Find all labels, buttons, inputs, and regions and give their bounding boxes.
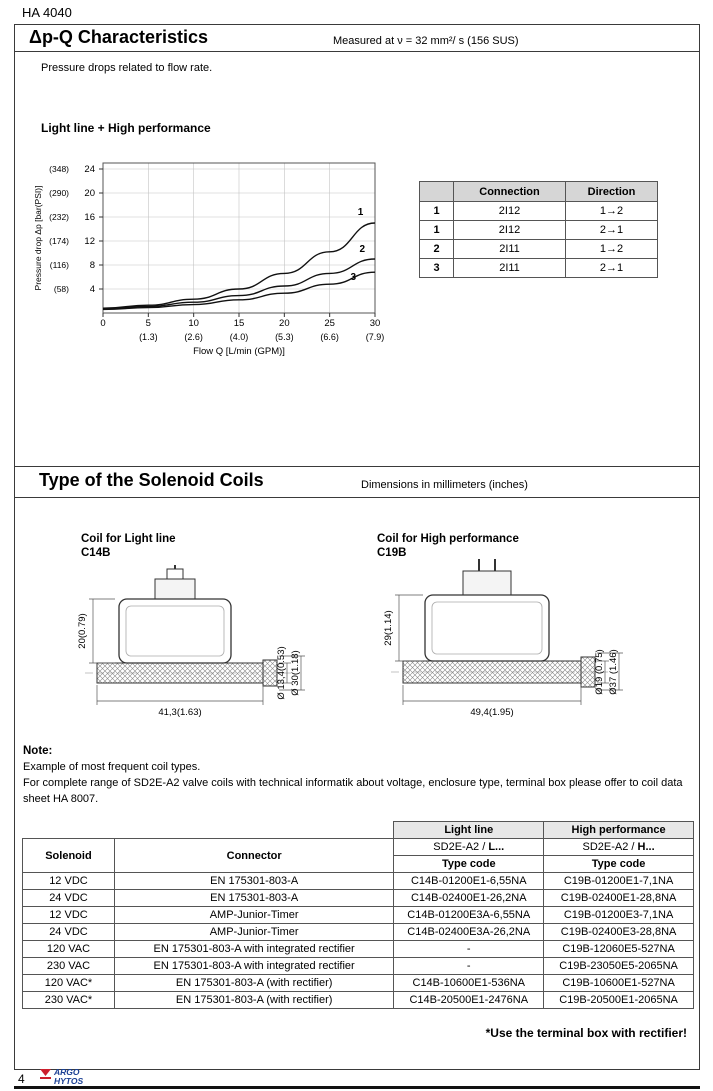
connector-block [155, 579, 195, 599]
series-label: 2 [359, 243, 366, 255]
note-line2: For complete range of SD2E-A2 valve coils with technical informatik about voltage, enclosure type, terminal box please offer to coil data sheet HA 8007. [23, 777, 683, 805]
coil-body [119, 599, 231, 663]
table-cell: 12 VDC [23, 907, 115, 924]
page-bottom-rule [14, 1086, 700, 1089]
logo-red-bar [40, 1077, 51, 1079]
light-line-series-code [394, 839, 544, 856]
table-cell: AMP-Junior-Timer [114, 907, 393, 924]
x-tick-label: 10 [188, 318, 199, 329]
table-row [23, 992, 694, 1009]
note-block [23, 743, 697, 807]
table-cell: EN 175301-803-A with integrated rectifier [114, 941, 393, 958]
table-cell: 24 VDC [23, 924, 115, 941]
y-tick-label: 24 [84, 164, 95, 175]
x-tick-label: 30 [369, 318, 381, 329]
coil-left-title [81, 532, 176, 560]
section1-header [15, 25, 699, 52]
table-cell: C14B-10600E1-536NA [394, 975, 544, 992]
connection-direction-table [419, 181, 658, 278]
y-tick-label-psi: (58) [53, 284, 69, 294]
table-cell: C19B-02400E3-28,8NA [544, 924, 694, 941]
table-cell: AMP-Junior-Timer [114, 924, 393, 941]
dimension-label: 49,4(1.95) [470, 707, 514, 718]
table-cell: 2→1 [566, 221, 658, 240]
table-cell: 2I11 [454, 259, 566, 278]
y-tick-label-psi: (290) [49, 188, 69, 198]
doc-number: HA 4040 [22, 5, 72, 20]
table-cell: C19B-23050E5-2065NA [544, 958, 694, 975]
table-cell: C14B-02400E3A-26,2NA [394, 924, 544, 941]
x-axis-title: Flow Q [L/min (GPM)] [193, 346, 285, 357]
table-cell: - [394, 958, 544, 975]
dimension-label: 20(0.79) [77, 613, 88, 649]
coil-right-title-line2: C19B [377, 547, 407, 559]
table-row [23, 924, 694, 941]
table-row [23, 907, 694, 924]
table-cell: 24 VDC [23, 890, 115, 907]
section2-title: Type of the Solenoid Coils [39, 470, 264, 490]
table-cell: 230 VAC [23, 958, 115, 975]
code-header-row [23, 839, 694, 856]
x-tick-label: 15 [233, 318, 245, 329]
coil-left-title-line2: C14B [81, 547, 111, 559]
connection-header: Connection [454, 182, 566, 202]
table-cell: 1→2 [566, 202, 658, 221]
connector-block [463, 571, 511, 595]
table-cell: 3 [420, 259, 454, 278]
measurement-condition: Measured at ν = 32 mm²/ s (156 SUS) [333, 35, 519, 47]
table-corner-spacer [23, 822, 394, 839]
table-cell: 2I12 [454, 202, 566, 221]
y-tick-label: 20 [84, 188, 95, 199]
series-label: 3 [350, 272, 357, 283]
table-corner-cell [420, 182, 454, 202]
x-tick-label: 20 [279, 318, 290, 329]
table-cell: C19B-02400E1-28,8NA [544, 890, 694, 907]
section1-title: Δp-Q Characteristics [29, 27, 208, 47]
table-cell: C19B-10600E1-527NA [544, 975, 694, 992]
table-cell: C14B-01200E1-6,55NA [394, 873, 544, 890]
table-cell: C19B-01200E1-7,1NA [544, 873, 694, 890]
dimension-label: Ø19 (0.75) [594, 649, 605, 695]
pq-characteristics-chart [33, 153, 388, 368]
type-code-header: Type code [394, 856, 544, 873]
y-tick-label-psi: (174) [49, 236, 69, 246]
table-row [23, 975, 694, 992]
light-line-group-header: Light line [394, 822, 544, 839]
table-cell: C14B-01200E3A-6,55NA [394, 907, 544, 924]
y-tick-label: 4 [89, 284, 95, 295]
x-tick-label-gpm: (6.6) [320, 332, 339, 342]
table-cell: 12 VDC [23, 873, 115, 890]
connector-screw [167, 569, 183, 579]
solenoid-coil-table [22, 821, 694, 1009]
table-cell: 120 VAC [23, 941, 115, 958]
table-cell: 2→1 [566, 259, 658, 278]
coil-drawing-c19b [365, 555, 625, 740]
table-cell: EN 175301-803-A [114, 890, 393, 907]
section2-header [15, 466, 699, 498]
direction-header: Direction [566, 182, 658, 202]
table-cell: 2I11 [454, 240, 566, 259]
table-row [420, 202, 658, 221]
logo-red-triangle [40, 1069, 51, 1076]
table-cell: C19B-12060E5-527NA [544, 941, 694, 958]
series-code-prefix: SD2E-A2 / [582, 841, 638, 853]
section1-description: Pressure drops related to flow rate. [41, 62, 213, 74]
table-cell: 2I12 [454, 221, 566, 240]
x-tick-label: 25 [324, 318, 335, 329]
coil-drawing-c14b [55, 561, 310, 739]
connector-column-header: Connector [114, 839, 393, 873]
table-row [23, 958, 694, 975]
dimension-label: Ø37 (1.46) [608, 649, 619, 695]
table-cell: C14B-20500E1-2476NA [394, 992, 544, 1009]
high-performance-series-code [544, 839, 694, 856]
high-performance-group-header: High performance [544, 822, 694, 839]
table-cell: 1 [420, 202, 454, 221]
table-cell: EN 175301-803-A with integrated rectifier [114, 958, 393, 975]
coil-left-title-line1: Coil for Light line [81, 533, 176, 545]
x-tick-label-gpm: (1.3) [139, 332, 158, 342]
coil-body [425, 595, 549, 661]
table-row [420, 240, 658, 259]
table-cell: C19B-20500E1-2065NA [544, 992, 694, 1009]
table-row [420, 259, 658, 278]
table-row [23, 890, 694, 907]
solenoid-column-header: Solenoid [23, 839, 115, 873]
y-tick-label-psi: (116) [49, 260, 69, 270]
table-cell: 120 VAC* [23, 975, 115, 992]
y-tick-label: 16 [84, 212, 95, 223]
table-cell: C14B-02400E1-26,2NA [394, 890, 544, 907]
note-line1: Example of most frequent coil types. [23, 761, 201, 773]
dimension-label: Ø 30(1.18) [290, 650, 301, 696]
logo-text-hytos: HYTOS [54, 1076, 84, 1086]
y-tick-label: 8 [89, 260, 95, 271]
table-header-row [420, 182, 658, 202]
table-cell: 1→2 [566, 240, 658, 259]
x-tick-label: 0 [100, 318, 106, 329]
table-cell: C19B-01200E3-7,1NA [544, 907, 694, 924]
x-tick-label-gpm: (4.0) [229, 332, 249, 342]
coil-right-title-line1: Coil for High performance [377, 533, 519, 545]
table-cell: EN 175301-803-A [114, 873, 393, 890]
chart-legend: Light line + High performance [41, 121, 211, 135]
note-label: Note: [23, 745, 53, 757]
dimension-label: 29(1.14) [383, 610, 394, 646]
y-axis-title: Pressure drop Δp [bar(PSI)] [33, 185, 43, 291]
type-code-header: Type code [544, 856, 694, 873]
series-code-bold: H... [637, 841, 655, 853]
table-row [23, 941, 694, 958]
series-code-bold: L... [488, 841, 505, 853]
table-row [23, 873, 694, 890]
table-cell: 230 VAC* [23, 992, 115, 1009]
y-tick-label-psi: (232) [49, 212, 69, 222]
table-cell: 2 [420, 240, 454, 259]
y-tick-label: 12 [84, 236, 95, 247]
page-number: 4 [18, 1072, 25, 1086]
table-row [420, 221, 658, 240]
y-tick-label-psi: (348) [49, 164, 69, 174]
table-cell: 1 [420, 221, 454, 240]
series-label: 1 [357, 207, 364, 219]
rectifier-footnote: *Use the terminal box with rectifier! [485, 1026, 687, 1040]
table-cell: EN 175301-803-A (with rectifier) [114, 992, 393, 1009]
x-tick-label: 5 [145, 318, 151, 329]
x-tick-label-gpm: (7.9) [365, 332, 385, 342]
table-cell: - [394, 941, 544, 958]
series-code-prefix: SD2E-A2 / [433, 841, 489, 853]
dimension-label: 41,3(1.63) [158, 707, 202, 718]
x-tick-label-gpm: (2.6) [184, 332, 203, 342]
section2-subtitle: Dimensions in millimeters (inches) [361, 479, 528, 491]
group-header-row [23, 822, 694, 839]
logo-text-argo: ARGO [54, 1067, 80, 1077]
dimension-label: Ø 13,4(0.53) [276, 646, 287, 700]
page-frame [14, 24, 700, 1070]
x-tick-label-gpm: (5.3) [275, 332, 294, 342]
table-cell: EN 175301-803-A (with rectifier) [114, 975, 393, 992]
